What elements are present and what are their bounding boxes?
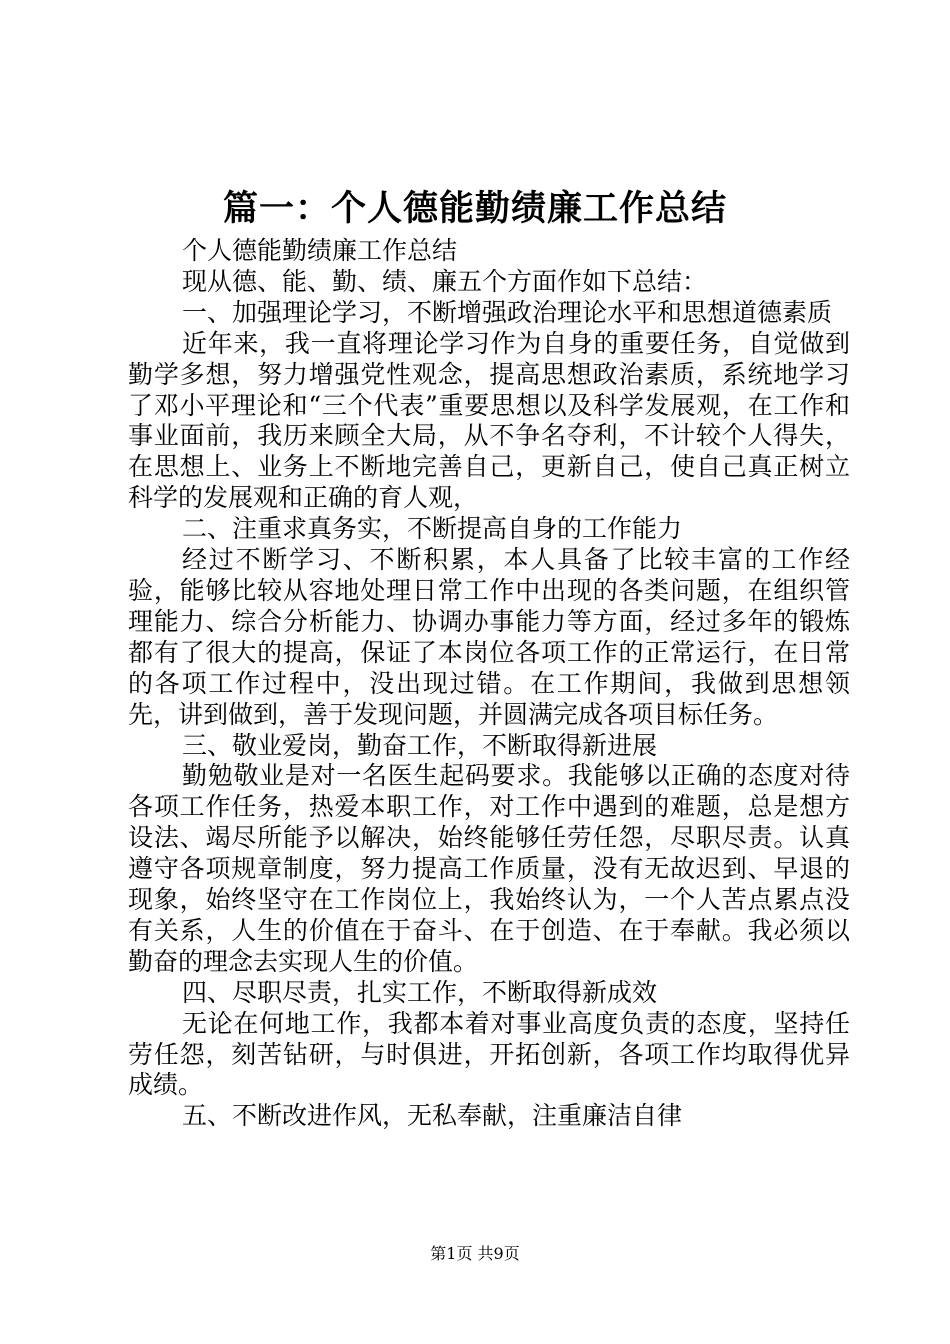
- section-heading-2: 二、注重求真务实，不断提高自身的工作能力: [182, 514, 683, 544]
- section-heading-5: 五、不断改进作风，无私奉献，注重廉洁自律: [182, 1101, 683, 1131]
- paragraph-intro: 现从德、能、勤、绩、廉五个方面作如下总结：: [182, 266, 708, 296]
- paragraph-subtitle: 个人德能勤绩廉工作总结: [182, 236, 458, 265]
- section-body-1: 近年来，我一直将理论学习作为自身的重要任务，自觉做到勤学多想，努力增强党性观念，提高思想政治素质，系统地学习了邓小平理论和“三个代表”重要思想以及科学发展观，在工作和事业面前，我历来顾全大局，从不争名夺利，不计较个人得失，在思想上、业务上不断地完善自己，更新自己，使自己真正树立科学的发展观和正确的育人观，: [128, 328, 850, 513]
- page-footer: 第1页 共9页: [430, 1244, 520, 1263]
- section-body-3: 勤勉敬业是对一名医生起码要求。我能够以正确的态度对待各项工作任务，热爱本职工作，对工作中遇到的难题，总是想方设法、竭尽所能予以解决，始终能够任劳任怨，尽职尽责。认真遵守各项规章制度，努力提高工作质量，没有无故迟到、早退的现象，始终坚守在工作岗位上，我始终认为，一个人苦点累点没有关系，人生的价值在于奋斗、在于创造、在于奉献。我必须以勤奋的理念去实现人生的价值。: [128, 761, 850, 976]
- section-body-2: 经过不断学习、不断积累，本人具备了比较丰富的工作经验，能够比较从容地处理日常工作中出现的各类问题，在组织管理能力、综合分析能力、协调办事能力等方面，经过多年的锻炼都有了很大的提高，保证了本岗位各项工作的正常运行，在日常的各项工作过程中，没出现过错。在工作期间，我做到思想领先，讲到做到，善于发现问题，并圆满完成各项目标任务。: [128, 545, 850, 729]
- section-heading-3: 三、敬业爱岗，勤奋工作，不断取得新进展: [182, 730, 658, 760]
- document-title: 篇一：个人德能勤绩廉工作总结: [222, 189, 727, 229]
- section-heading-4: 四、尽职尽责，扎实工作，不断取得新成效: [182, 977, 658, 1007]
- section-body-4: 无论在何地工作，我都本着对事业高度负责的态度，坚持任劳任怨，刻苦钻研，与时俱进，开拓创新，各项工作均取得优异成绩。: [128, 1008, 850, 1100]
- document-body: [128, 236, 850, 1132]
- section-heading-1: 一、加强理论学习，不断增强政治理论水平和思想道德素质: [182, 297, 833, 327]
